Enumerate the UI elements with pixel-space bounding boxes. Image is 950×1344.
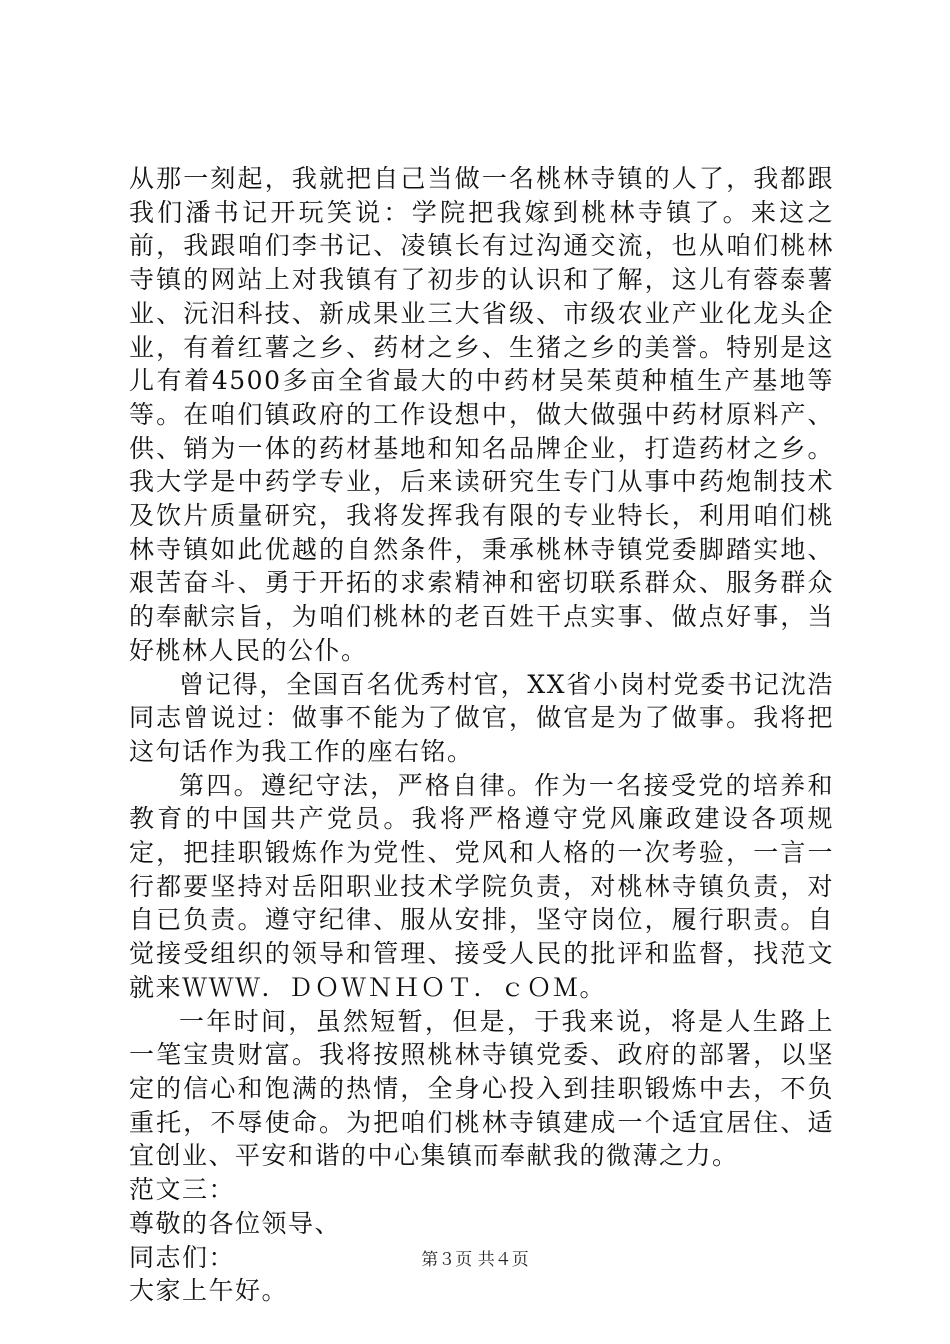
- salutation-line-1: 尊敬的各位领导、: [129, 1208, 342, 1238]
- paragraph-1: 从那一刻起，我就把自己当做一名桃林寺镇的人了，我都跟我们潘书记开玩笑说：学院把我嫁到桃林寺镇了。来这之前，我跟咱们李书记、凌镇长有过沟通交流，也从咱们桃林寺镇的网站上对我镇有了初步的认识和了解，这儿有蓉泰薯业、沅汨科技、新成果业三大省级、市级农业产业化龙头企业，有着红薯之乡、药材之乡、生猪之乡的美誉。特别是这儿有着4500多亩全省最大的中药材吴茱萸种植生产基地等等。在咱们镇政府的工作设想中，做大做强中药材原料产、供、销为一体的药材基地和知名品牌企业，打造药材之乡。我大学是中药学专业，后来读研究生专门从事中药炮制技术及饮片质量研究，我将发挥我有限的专业特长，利用咱们桃林寺镇如此优越的自然条件，秉承桃林寺镇党委脚踏实地、艰苦奋斗、勇于开拓的求索精神和密切联系群众、服务群众的奉献宗旨，为咱们桃林的老百姓干点实事、做点好事，当好桃林人民的公仆。: [129, 164, 834, 665]
- page-number-footer: 第３页 共４页: [421, 1250, 529, 1270]
- sample-heading: 范文三：: [129, 1175, 236, 1205]
- document-body: [129, 162, 834, 1308]
- paragraph-4: 一年时间，虽然短暂，但是，于我来说，将是人生路上一笔宝贵财富。我将按照桃林寺镇党委、政府的部署，以坚定的信心和饱满的热情，全身心投入到挂职锻炼中去，不负重托，不辱使命。为把咱们桃林寺镇建成一个适宜居住、适宜创业、平安和谐的中心集镇而奉献我的微薄之力。: [129, 1006, 834, 1171]
- paragraph-2: 曾记得，全国百名优秀村官，XX省小岗村党委书记沈浩同志曾说过：做事不能为了做官，做官是为了做事。我将把这句话作为我工作的座右铭。: [129, 669, 834, 766]
- salutation-line-2: 同志们：: [129, 1242, 236, 1272]
- paragraph-3: 第四。遵纪守法，严格自律。作为一名接受党的培养和教育的中国共产党员。我将严格遵守党风廉政建设各项规定，把挂职锻炼作为党性、党风和人格的一次考验，一言一行都要坚持对岳阳职业技术学院负责，对桃林寺镇负责，对自已负责。遵守纪律、服从安排，坚守岗位，履行职责。自觉接受组织的领导和管理、接受人民的批评和监督，找范文就来ＷＷＷ．ＤＯＷＮＨＯＴ．ｃＯＭ。: [129, 770, 834, 1002]
- greeting-line: 大家上午好。: [129, 1276, 289, 1306]
